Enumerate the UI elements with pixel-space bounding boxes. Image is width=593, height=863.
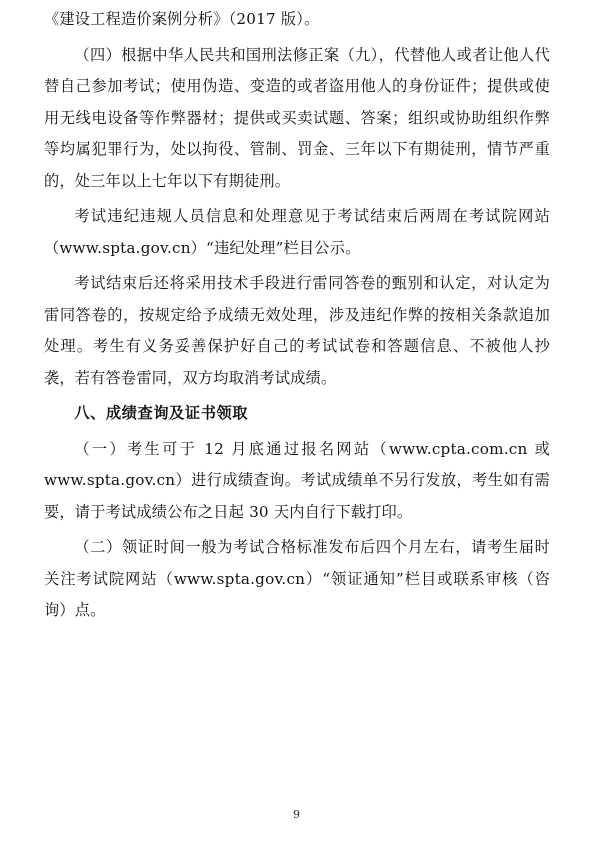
section-heading-results-certificates: 八、成绩查询及证书领取 [74,404,249,422]
paragraph-violation-publicity: 考试违纪违规人员信息和处理意见于考试结束后两周在考试院网站（www.spta.gov.cn）“违纪处理”栏目公示。 [44,207,550,257]
page-number: 9 [293,808,300,821]
paragraph-identical-answers: 考试结束后还将采用技术手段进行雷同答卷的甄别和认定，对认定为雷同答卷的，按规定给予成绩无效处理，涉及违纪作弊的按相关条款追加处理。考生有义务妥善保护好自己的考试试卷和答题信息、不被他人抄袭，若有答卷雷同，双方均取消考试成绩。 [44,274,550,387]
paragraph-textbook-title: 《建设工程造价案例分析》（2017 版）。 [44,10,320,28]
paragraph-certificate-collection: （二）领证时间一般为考试合格标准发布后四个月左右，请考生届时关注考试院网站（www.spta.gov.cn）“领证通知”栏目或联系审核（咨询）点。 [44,538,550,619]
paragraph-results-query: （一）考生可于 12 月底通过报名网站（www.cpta.com.cn 或www.spta.gov.cn）进行成绩查询。考试成绩单不另行发放，考生如有需要，请于考试成绩公布之日起 30 天内自行下载打印。 [44,439,550,521]
paragraph-criminal-law-amendment: （四）根据中华人民共和国刑法修正案（九），代替他人或者让他人代替自己参加考试；使用伪造、变造的或者盗用他人的身份证件；提供或使用无线电设备等作弊器材；提供或买卖试题、答案；组织或协助组织作弊等均属犯罪行为，处以拘役、管制、罚金、三年以下有期徒刑，情节严重的，处三年以上七年以下有期徒刑。 [44,45,550,190]
document-body [44,4,550,631]
